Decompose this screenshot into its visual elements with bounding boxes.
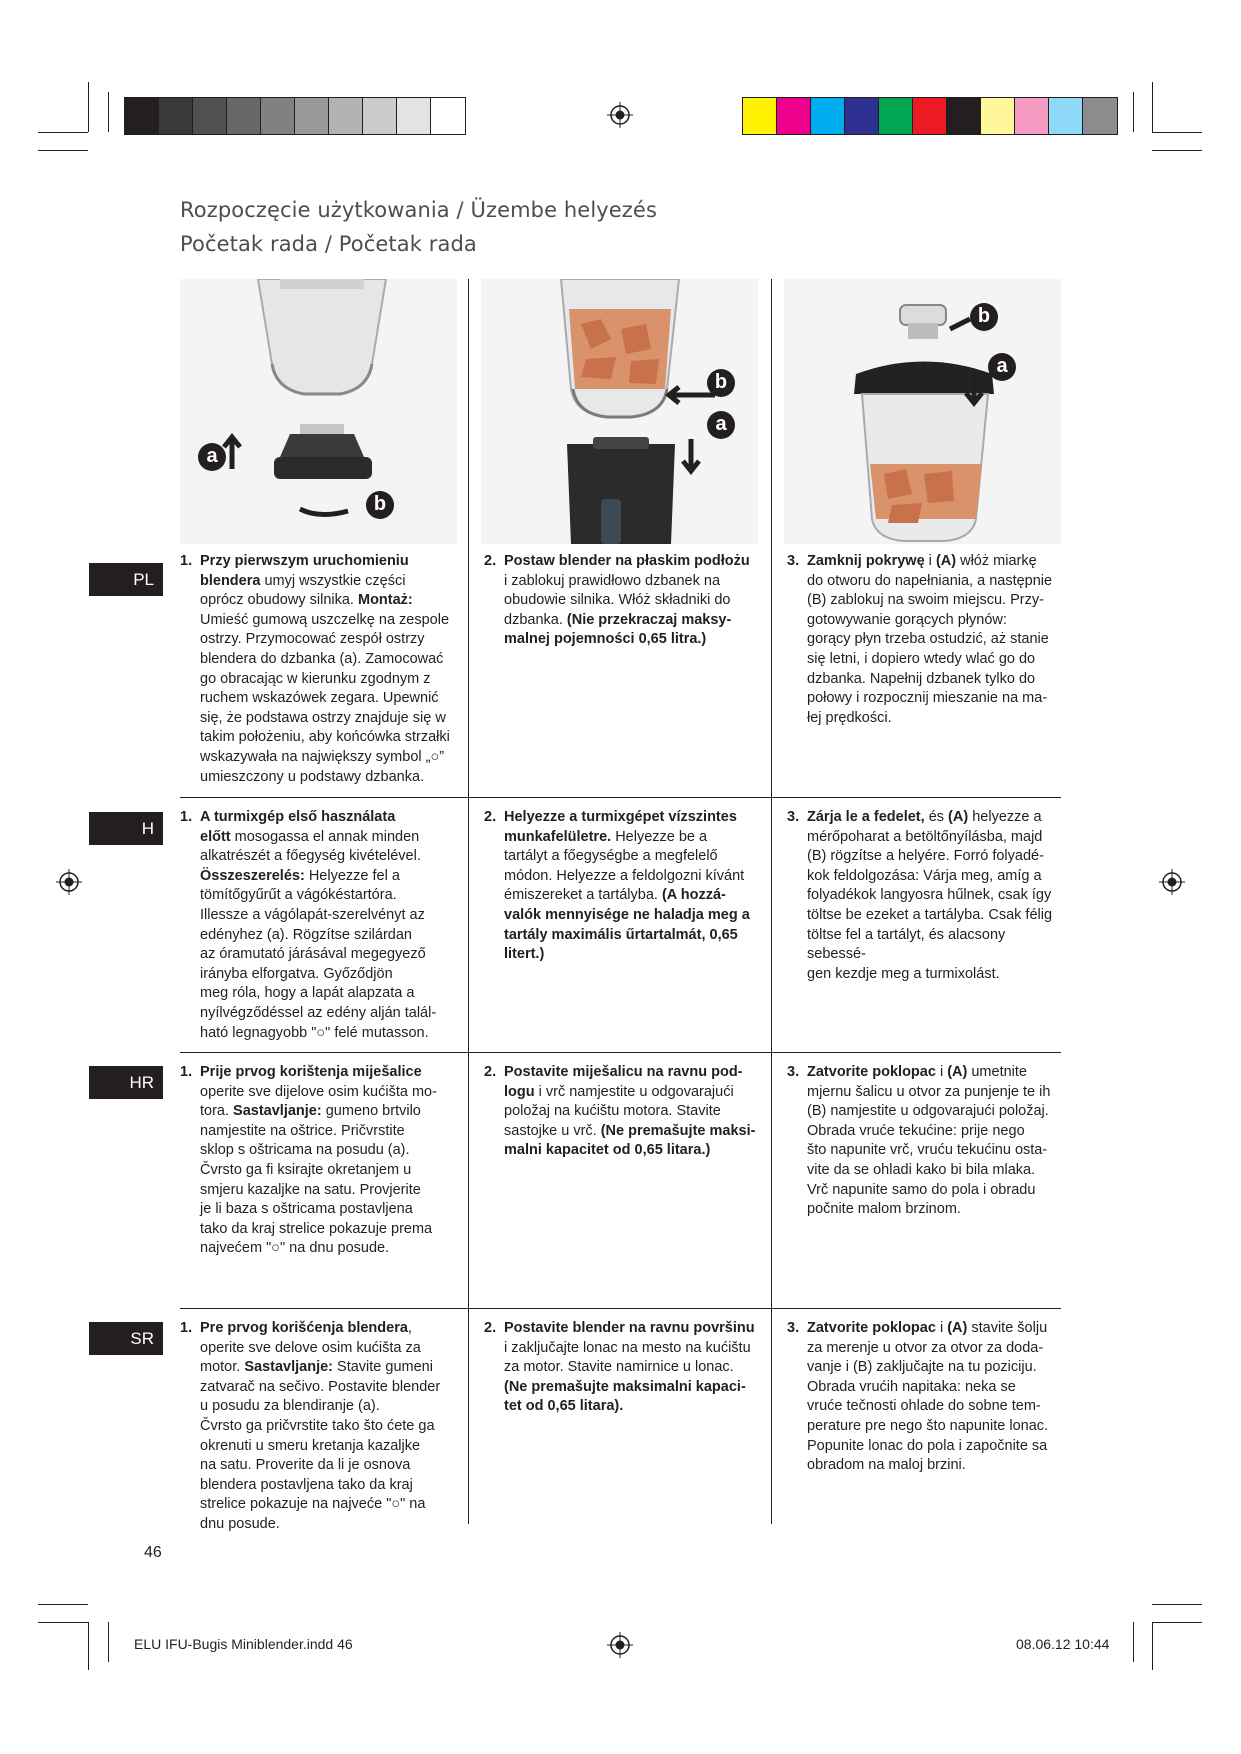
step-body: i (935, 1064, 948, 1080)
step-emphasis: Montaż: (357, 592, 413, 609)
crop-mark (38, 1622, 88, 1623)
step-body: operite sve dijelove osim kućišta mo- tora. (200, 1083, 437, 1120)
step-body: stavite šolju za merenje u otvor za otvor za doda- vanje i (B) zaključajte na tu poziciju. Obrada vrućih napitaka: neka se vruće tečnosti ohlade do sobne tem- perature pre nego što napunite lonac. Popunite lonac do pola i započnite sa obradom na maloj brzini. (807, 1320, 1049, 1474)
crop-mark (1152, 1604, 1202, 1605)
instruction-step (180, 808, 455, 1043)
crop-mark (1133, 1622, 1134, 1662)
crop-mark (88, 82, 89, 132)
step-emphasis: (Nie przekraczaj maksy- malnej pojemności 0,65 litra.) (504, 611, 732, 648)
step-emphasis: Postaw blender na płaskim podłożu (504, 553, 750, 569)
crop-mark (1152, 1622, 1153, 1670)
step-number: 3. (787, 809, 800, 825)
step-number: 2. (484, 553, 497, 569)
crop-mark (108, 1622, 109, 1662)
step-emphasis: Sastavljanje: (244, 1359, 333, 1376)
color-swatch (777, 98, 811, 134)
section-divider (180, 797, 1061, 798)
step-text (200, 552, 455, 787)
crop-mark (1152, 82, 1153, 132)
step-body: umetnite mjernu šalicu u otvor za punjenje te ih (B) namjestite u odgovarajući položaj. Obrada vruće tekućine: prije nego što napunite vrč, vruću tekućinu osta- vite da se ohladi kako bi bila mlaka. Vrč napunite samo do pola i obradu počnite malom brzinom. (807, 1064, 1051, 1218)
instruction-step (787, 808, 1062, 984)
step-number: 1. (180, 553, 193, 569)
color-swatch (879, 98, 913, 134)
step-number: 1. (180, 1320, 193, 1336)
footer-file-name: ELU IFU-Bugis Miniblender.indd 46 (134, 1636, 353, 1652)
step-body: helyezze a mérőpoharat a betöltőnyílásba, majd (B) rögzítse a helyére. Forró folyadé- kok feldolgozása: Várja meg, amíg a folyadékok langyosra hűlnek, csak így töltse be ezeket a tartályba. Csak félig töltse fel a tartályt, és alacsony sebessé- gen kezdje meg a turmixolást. (807, 809, 1053, 982)
step-text (504, 1319, 759, 1417)
color-swatch (159, 98, 193, 134)
step-emphasis: Przy pierwszym uruchomieniu blendera (200, 553, 409, 589)
instruction-step (787, 1319, 1062, 1476)
step-body: Umieść gumową uszczelkę na zespole ostrzy. Przymocować zespół ostrzy blendera do dzbanka (a). Zamocować go obracając w kierunku zgodnym z ruchem wskazówek zegara. Upewnić się, że podstawa ostrzy znajduje się w takim położeniu, aby końcówka strzałki wskazywała na największy symbol „○” umieszczony u podstawy dzbanka. (200, 611, 450, 785)
instruction-step (484, 552, 759, 650)
step-text (200, 808, 455, 1043)
color-swatch (981, 98, 1015, 134)
color-swatch (193, 98, 227, 134)
step-text (807, 1063, 1062, 1220)
color-swatch (125, 98, 159, 134)
color-swatch (295, 98, 329, 134)
color-swatch (1083, 98, 1117, 134)
step-emphasis: Pre prvog korišćenja blendera (200, 1320, 408, 1336)
callout-b: b (373, 493, 387, 515)
section-divider (180, 1308, 1061, 1309)
step-number: 2. (484, 809, 497, 825)
section-divider (180, 1052, 1061, 1053)
grayscale-color-bar (124, 97, 466, 135)
column-divider (771, 279, 772, 1524)
step-body: mosogassa el annak minden alkatrészét a főegység kivételével. (200, 828, 421, 865)
crop-mark (38, 150, 88, 151)
step-number: 1. (180, 1064, 193, 1080)
blender-jar-blade-assembly-icon (180, 279, 457, 544)
instruction-step (484, 1063, 759, 1161)
callout-b: b (977, 305, 991, 327)
color-swatch (947, 98, 981, 134)
step-body: włóż miarkę do otworu do napełniania, a następnie (B) zablokuj na swoim miejscu. Przy- gotowywanie gorących płynów: gorący płyn trzeba ostudzić, aż stanie się letni, i dopiero wtedy wlać go do dzbanka. Napełnij dzbanek tylko do połowy i rozpocznij mieszanie na ma- łej prędkości. (807, 553, 1053, 726)
crop-mark (108, 92, 109, 132)
step-body: Helyezze be a tartályt a főegységbe a megfelelő módon. Helyezze a feldolgozni kívánt émiszereket a tartályba. (504, 828, 745, 904)
step-emphasis: (Ne premašujte maksi- malni kapacitet od 0,65 litara.) (504, 1122, 756, 1159)
step-text (504, 1063, 759, 1161)
crop-mark (1152, 150, 1202, 151)
instruction-step (484, 1319, 759, 1417)
blender-lid-measuring-cup-icon (784, 279, 1061, 544)
step-body: Stavite gumeni zatvarač na sečivo. Postavite blender u posudu za blendiranje (a). Čvrsto ga pričvrstite tako što ćete ga okrenuti u smeru kretanja kazaljke na satu. Proverite da li je osnova blendera postavljena tako da kraj strelice pokazuje na najveće "○" na dnu posude. (200, 1359, 441, 1532)
page-subtitle: Početak rada / Početak rada (180, 232, 477, 256)
callout-a: a (206, 445, 218, 467)
crop-mark (1133, 92, 1134, 132)
callout-b: b (714, 371, 728, 393)
language-tag-sr: SR (89, 1322, 163, 1355)
step-number: 2. (484, 1064, 497, 1080)
color-swatch (1049, 98, 1083, 134)
step-text (807, 552, 1062, 728)
step-emphasis: Zárja le a fedelet, (807, 809, 925, 825)
process-color-bar (742, 97, 1118, 135)
registration-mark-icon (607, 1632, 633, 1658)
footer-timestamp: 08.06.12 10:44 (1016, 1636, 1110, 1652)
color-swatch (261, 98, 295, 134)
step-emphasis: (Ne premašujte maksimalni kapaci- tet od 0,65 litara). (504, 1378, 746, 1415)
color-swatch (743, 98, 777, 134)
instruction-step (180, 1063, 455, 1259)
step-emphasis: A turmixgép első használata előtt (200, 809, 396, 845)
step-number: 2. (484, 1320, 497, 1336)
step-emphasis: Zamknij pokrywę (807, 553, 925, 569)
registration-mark-icon (56, 869, 82, 895)
language-tag-hr: HR (89, 1066, 163, 1099)
color-swatch (431, 98, 465, 134)
callout-a: a (996, 355, 1008, 377)
step-number: 3. (787, 1320, 800, 1336)
step-body: i (924, 553, 936, 569)
step-emphasis: Zatvorite poklopac (807, 1320, 936, 1336)
step-body: i (935, 1320, 948, 1336)
step-emphasis: Sastavljanje: (233, 1103, 322, 1120)
step-body: i zablokuj prawidłowo dzbanek na obudowie silnika. Włóż składniki do dzbanka. (504, 572, 731, 628)
step-emphasis: Postavite miješalicu na ravnu pod- logu (504, 1064, 743, 1100)
crop-mark (1152, 132, 1202, 133)
color-swatch (397, 98, 431, 134)
step-body: umyj wszystkie części oprócz obudowy silnika. (200, 572, 406, 609)
step-emphasis: Összeszerelés: (200, 867, 305, 884)
step-body: gumeno brtvilo namjestite na oštrice. Pričvrstite sklop s oštricama na posudu (a). Čvrsto ga fi ksirajte okretanjem u smjeru kazaljke na satu. Provjerite je li baza s oštricama postavljena tako da kraj strelice pokazuje prema najvećem "○" na dnu posude. (200, 1103, 433, 1257)
step-emphasis: Prije prvog korištenja miješalice (200, 1064, 422, 1080)
step-body: Helyezze fel a tömítőgyűrűt a vágókéstartóra. Illessze a vágólapát-szerelvényt az edényhez (a). Rögzítse szilárdan az óramutató járásával megegyező irányba elforgatva. Győződjön meg róla, hogy a lapát alapzata a nyílvégződéssel az edény alján talál- ható legnagyobb "○" felé mutasson. (200, 867, 437, 1041)
callout-a: a (715, 413, 727, 435)
step-number: 3. (787, 553, 800, 569)
step-emphasis: (A) (947, 1320, 968, 1336)
crop-mark (38, 132, 88, 133)
step-body: , operite sve delove osim kućišta za motor. (200, 1320, 421, 1376)
color-swatch (845, 98, 879, 134)
registration-mark-icon (607, 102, 633, 128)
step-text (504, 552, 759, 650)
color-swatch (913, 98, 947, 134)
color-swatch (363, 98, 397, 134)
step-text (807, 1319, 1062, 1476)
page-number: 46 (144, 1544, 162, 1561)
color-swatch (329, 98, 363, 134)
blender-jar-on-motor-base-icon (481, 279, 758, 544)
step-body: i vrč namjestite u odgovarajući položaj na kućištu motora. Stavite sastojke u vrč. (504, 1083, 734, 1139)
step-emphasis: Zatvorite poklopac (807, 1064, 936, 1080)
crop-mark (38, 1604, 88, 1605)
language-tag-h: H (89, 812, 163, 845)
step-emphasis: Postavite blender na ravnu površinu (504, 1320, 755, 1336)
step-photo-3 (784, 279, 1061, 544)
step-text (200, 1319, 455, 1535)
step-number: 3. (787, 1064, 800, 1080)
step-emphasis: (A) (948, 809, 969, 825)
page-title: Rozpoczęcie użytkowania / Üzembe helyezés (180, 198, 657, 222)
instruction-step (787, 1063, 1062, 1220)
step-emphasis: (A hozzá- valók mennyisége ne haladja meg a tartály maximális űrtartalmát, 0,65 litert.) (504, 887, 750, 963)
color-swatch (811, 98, 845, 134)
crop-mark (1152, 1622, 1202, 1623)
step-emphasis: (A) (947, 1064, 968, 1080)
instruction-step (484, 808, 759, 965)
language-tag-pl: PL (89, 563, 163, 596)
step-text (504, 808, 759, 965)
step-body: i zaključajte lonac na mesto na kućištu za motor. Stavite namirnice u lonac. (504, 1339, 751, 1376)
instruction-step (180, 1319, 455, 1535)
step-text (200, 1063, 455, 1259)
column-divider (468, 279, 469, 1524)
registration-mark-icon (1159, 869, 1185, 895)
color-swatch (1015, 98, 1049, 134)
instruction-step (787, 552, 1062, 728)
instruction-step (180, 552, 455, 787)
step-photo-1 (180, 279, 457, 544)
color-swatch (227, 98, 261, 134)
step-emphasis: (A) (935, 553, 957, 569)
step-photo-2 (481, 279, 758, 544)
step-text (807, 808, 1062, 984)
step-body: és (924, 809, 949, 825)
step-emphasis: Helyezze a turmixgépet vízszintes munkafelületre. (504, 809, 737, 845)
step-number: 1. (180, 809, 193, 825)
crop-mark (88, 1622, 89, 1670)
